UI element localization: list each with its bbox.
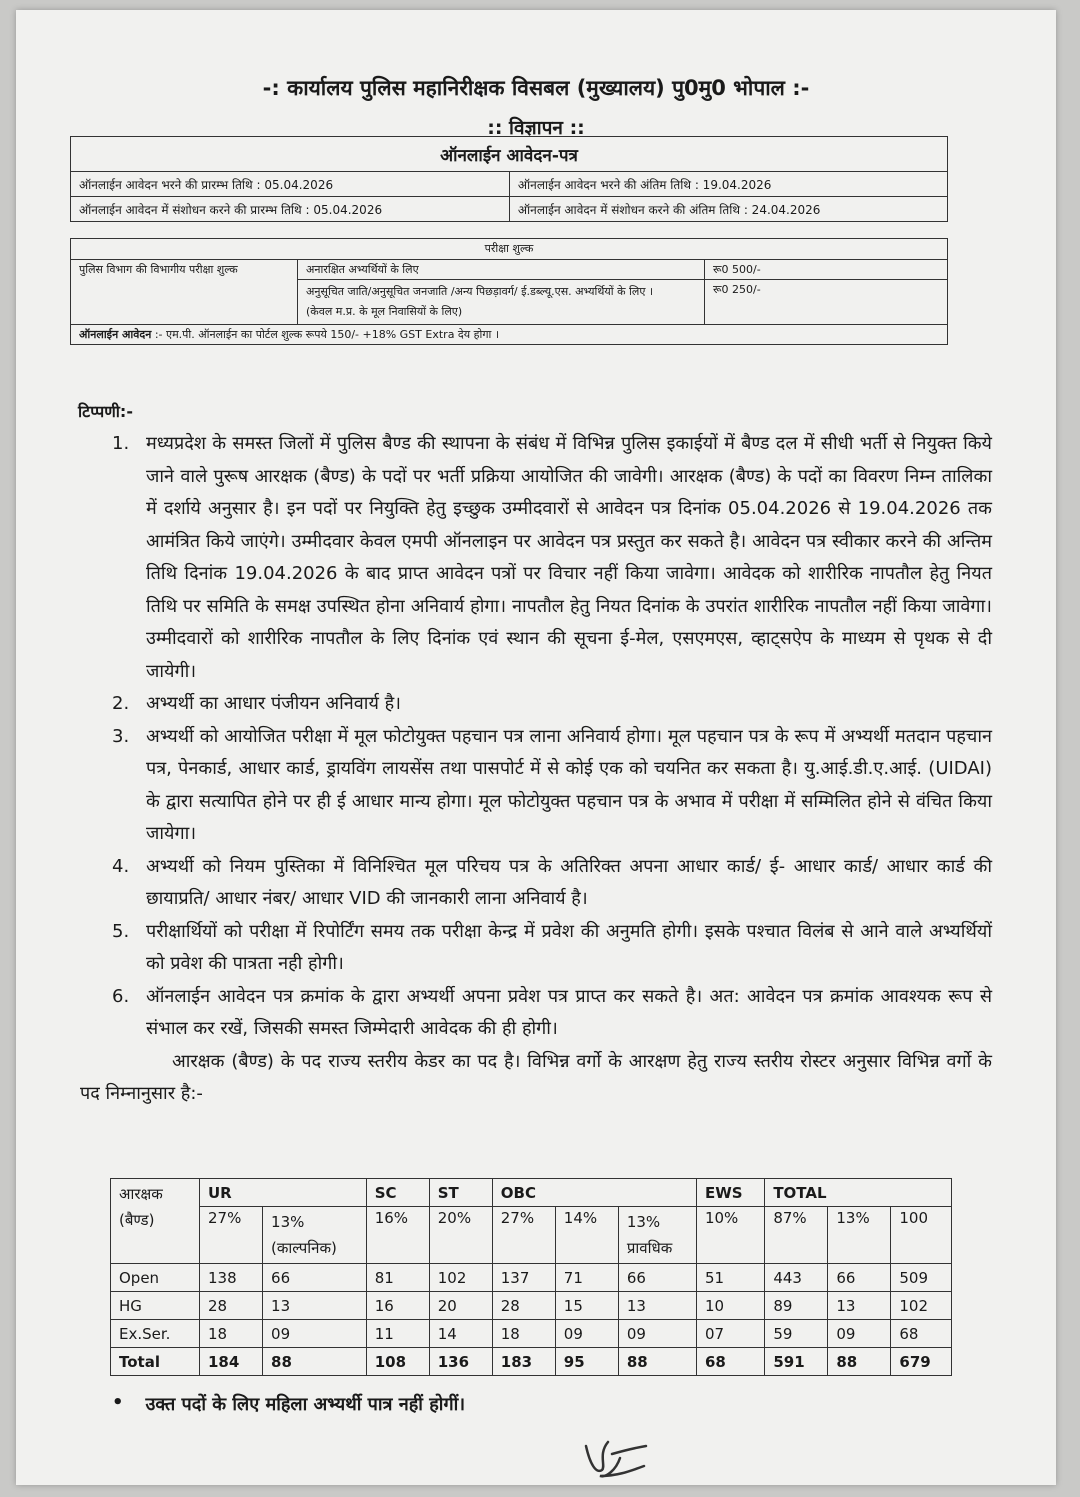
fee-amount-general: रू0 500/- [705,260,948,280]
fee-category-reserved-note: (केवल म.प्र. के मूल निवासियों के लिए) [306,305,463,318]
cell: 20 [429,1292,492,1320]
note-item [112,981,992,1046]
row-label: Open [111,1264,200,1292]
table-row [111,1264,952,1292]
cell: 14 [429,1320,492,1348]
posts-corner-sublabel: (बैण्ड) [119,1211,155,1229]
cell: 184 [200,1348,263,1376]
cell: 136 [429,1348,492,1376]
footer-note [112,1392,465,1416]
group-obc: OBC [492,1179,696,1207]
note-number: 5. [112,920,130,942]
advertisement-label: :: विज्ञापन :: [487,117,585,139]
portal-fee-note-label: ऑनलाईन आवेदन [79,328,152,341]
pct-ur-notional-label: (काल्पनिक) [271,1239,337,1257]
note-text: मध्यप्रदेश के समस्त जिलों में पुलिस बैण्ड की स्थापना के संबंध में विभिन्न पुलिस इकाईयों में बैण्ड दल में सीधी भर्ती से नियुक्त किये जाने वाले पुरूष आरक्षक (बैण्ड) के पदों पर भर्ती प्रक्रिया आयोजित की जावेगी। आरक्षक (बैण्ड) के पदों का विवरण निम्न तालिका में दर्शाये अनुसार है। इन पदों पर नियुक्ति हेतु इच्छुक उम्मीदवारों से आवेदन पत्र दिनांक 05.04.2026 से 19.04.2026 तक आमंत्रित किये जाएंगे। उम्मीदवार केवल एमपी ऑनलाइन पर आवेदन पत्र प्रस्तुत कर सकते है। आवेदन पत्र स्वीकार करने की अन्तिम तिथि दिनांक 19.04.2026 के बाद प्राप्त आवेदन पत्रों पर विचार नहीं किया जावेगा। आवेदक को शारीरिक नापतौल हेतु नियत तिथि पर समिति के समक्ष उपस्थित होना अनिवार्य होगा। नापतौल हेतु नियत दिनांक के उपरांत शारीरिक नापतौल नहीं किया जावेगा। उम्मीदवारों को शारीरिक नापतौल के लिए दिनांक एवं स्थान की सूचना ई-मेल, एसएमएस, व्हाट्सऐप के माध्यम से पृथक से दी जायेगी। [146,433,992,682]
note-item [112,916,992,981]
cell: 13 [618,1292,696,1320]
cell: 138 [200,1264,263,1292]
group-sc: SC [366,1179,429,1207]
table-row [111,1292,952,1320]
cell: 183 [492,1348,555,1376]
note-number: 4. [112,855,130,877]
cell: 89 [765,1292,828,1320]
fee-category-reserved: अनुसूचित जाति/अनुसूचित जनजाति /अन्य पिछड़ावर्ग/ ई.डब्ल्यू.एस. अभ्यर्थियों के लिए । [306,285,654,298]
portal-fee-note-text: :- एम.पी. ऑनलाईन का पोर्टल शुल्क रूपये 150/- +18% GST Extra देय होगा । [154,328,500,341]
footer-note-text: उक्त पदों के लिए महिला अभ्यर्थी पात्र नहीं होगीं। [145,1394,466,1415]
pct-total-2: 13% [828,1207,891,1264]
note-text: अभ्यर्थी को नियम पुस्तिका में विनिश्चित मूल परिचय पत्र के अतिरिक्त अपना आधार कार्ड/ ई- आधार कार्ड/ आधार कार्ड की छायाप्रति/ आधार नंबर/ आधार VID की जानकारी लाना अनिवार्य है। [146,855,992,909]
cell: 81 [366,1264,429,1292]
exam-fee-table [70,238,948,345]
signature [576,1424,666,1484]
cell: 66 [618,1264,696,1292]
note-number: 2. [112,693,130,714]
cell: 28 [200,1292,263,1320]
note-number: 6. [112,985,130,1007]
group-st: ST [429,1179,492,1207]
note-item [112,688,992,721]
group-total: TOTAL [765,1179,952,1207]
office-title: -: कार्यालय पुलिस महानिरीक्षक विसबल (मुख्यालय) पु0मु0 भोपाल :- [262,76,810,100]
cadre-note: आरक्षक (बैण्ड) के पद राज्य स्तरीय केडर का पद है। विभिन्न वर्गो के आरक्षण हेतु राज्य स्तरीय रोस्टर अनुसार विभिन्न वर्गो के पद निम्नानुसार है:- [80,1050,992,1104]
posts-corner-label: आरक्षक [119,1185,163,1203]
cell: 679 [891,1348,952,1376]
group-ews: EWS [696,1179,764,1207]
note-item [112,721,992,851]
pct-obc-provisional-label: प्रावधिक [626,1239,673,1257]
cell: 09 [618,1320,696,1348]
pct-total-3: 100 [891,1207,952,1264]
table-row-total [111,1348,952,1376]
note-item [112,428,992,688]
cell: 51 [696,1264,764,1292]
exam-fee-heading: परीक्षा शुल्क [71,239,948,260]
row-label: Ex.Ser. [111,1320,200,1348]
pct-ews: 10% [696,1207,764,1264]
cell: 59 [765,1320,828,1348]
pct-ur: 27% [200,1207,263,1264]
cell: 102 [429,1264,492,1292]
cell: 09 [828,1320,891,1348]
cell: 68 [891,1320,952,1348]
note-text: अभ्यर्थी को आयोजित परीक्षा में मूल फोटोयुक्त पहचान पत्र लाना अनिवार्य होगा। मूल पहचान पत्र के रूप में अभ्यर्थी मतदान पहचान पत्र, पेनकार्ड, आधार कार्ड, ड्रायविंग लायसेंस तथा पासपोर्ट में से कोई एक को चयनित कर सकता है। यु.आई.डी.ए.आई. (UIDAI) के द्वारा सत्यापित होने पर ही ई आधार मान्य होगा। मूल फोटोयुक्त पहचान पत्र के अभाव में परीक्षा में सम्मिलित होने से वंचित किया जायेगा। [146,725,992,844]
cell: 95 [555,1348,618,1376]
cell: 07 [696,1320,764,1348]
note-number: 3. [112,725,130,747]
correction-start-date: ऑनलाईन आवेदन में संशोधन करने की प्रारम्भ तिथि : 05.04.2026 [71,197,510,222]
pct-sc: 16% [366,1207,429,1264]
portal-fee-note [71,325,948,345]
pct-total-1: 87% [765,1207,828,1264]
pct-obc: 27% [492,1207,555,1264]
cell: 591 [765,1348,828,1376]
group-ur: UR [200,1179,367,1207]
pct-st: 20% [429,1207,492,1264]
note-text: ऑनलाईन आवेदन पत्र क्रमांक के द्वारा अभ्यर्थी अपना प्रवेश पत्र प्राप्त कर सकते है। अत: आवेदन पत्र क्रमांक आवश्यक रूप से संभाल कर रखें, जिसकी समस्त जिम्मेदारी आवेदक की ही होगी। [146,985,992,1039]
fee-category-general: अनारक्षित अभ्यर्थियों के लिए [298,260,705,280]
online-application-heading: ऑनलाईन आवेदन-पत्र [71,137,948,172]
pct-obc-provisional: 13% [626,1213,661,1231]
cell: 13 [263,1292,367,1320]
cell: 509 [891,1264,952,1292]
apply-start-date: ऑनलाईन आवेदन भरने की प्रारम्भ तिथि : 05.04.2026 [71,172,510,197]
posts-table [110,1178,952,1376]
cell: 13 [828,1292,891,1320]
cell: 15 [555,1292,618,1320]
note-number: 1. [112,433,130,454]
cell: 71 [555,1264,618,1292]
note-text: परीक्षार्थियों को परीक्षा में रिपोर्टिंग समय तक परीक्षा केन्द्र में प्रवेश की अनुमति होगी। इसके पश्चात विलंब से आने वाले अभ्यर्थियों को प्रवेश की पात्रता नही होगी। [146,920,992,974]
cell: 88 [263,1348,367,1376]
note-text: अभ्यर्थी का आधार पंजीयन अनिवार्य है। [146,693,401,714]
pct-ur-notional: 13% [271,1213,305,1231]
note-item [112,851,992,916]
fee-amount-reserved: रू0 250/- [705,280,948,325]
correction-end-date: ऑनलाईन आवेदन में संशोधन करने की अंतिम तिथि : 24.04.2026 [509,197,947,222]
notes-list [80,428,992,1111]
cell: 108 [366,1348,429,1376]
cell: 88 [618,1348,696,1376]
cell: 16 [366,1292,429,1320]
cell: 443 [765,1264,828,1292]
cell: 102 [891,1292,952,1320]
cell: 09 [263,1320,367,1348]
cell: 11 [366,1320,429,1348]
table-row [111,1320,952,1348]
cell: 10 [696,1292,764,1320]
row-label: HG [111,1292,200,1320]
notes-heading: टिप्पणी:- [78,402,133,421]
cell: 137 [492,1264,555,1292]
cell: 68 [696,1348,764,1376]
cell: 88 [828,1348,891,1376]
row-label: Total [111,1348,200,1376]
pct-obc-2: 14% [555,1207,618,1264]
cell: 28 [492,1292,555,1320]
cell: 18 [492,1320,555,1348]
apply-end-date: ऑनलाईन आवेदन भरने की अंतिम तिथि : 19.04.2026 [509,172,947,197]
online-application-table [70,136,948,222]
cell: 66 [828,1264,891,1292]
fee-label: पुलिस विभाग की विभागीय परीक्षा शुल्क [71,260,298,325]
cell: 09 [555,1320,618,1348]
cell: 66 [263,1264,367,1292]
document-page [16,10,1056,1485]
cell: 18 [200,1320,263,1348]
bullet-icon: • [112,1392,124,1413]
